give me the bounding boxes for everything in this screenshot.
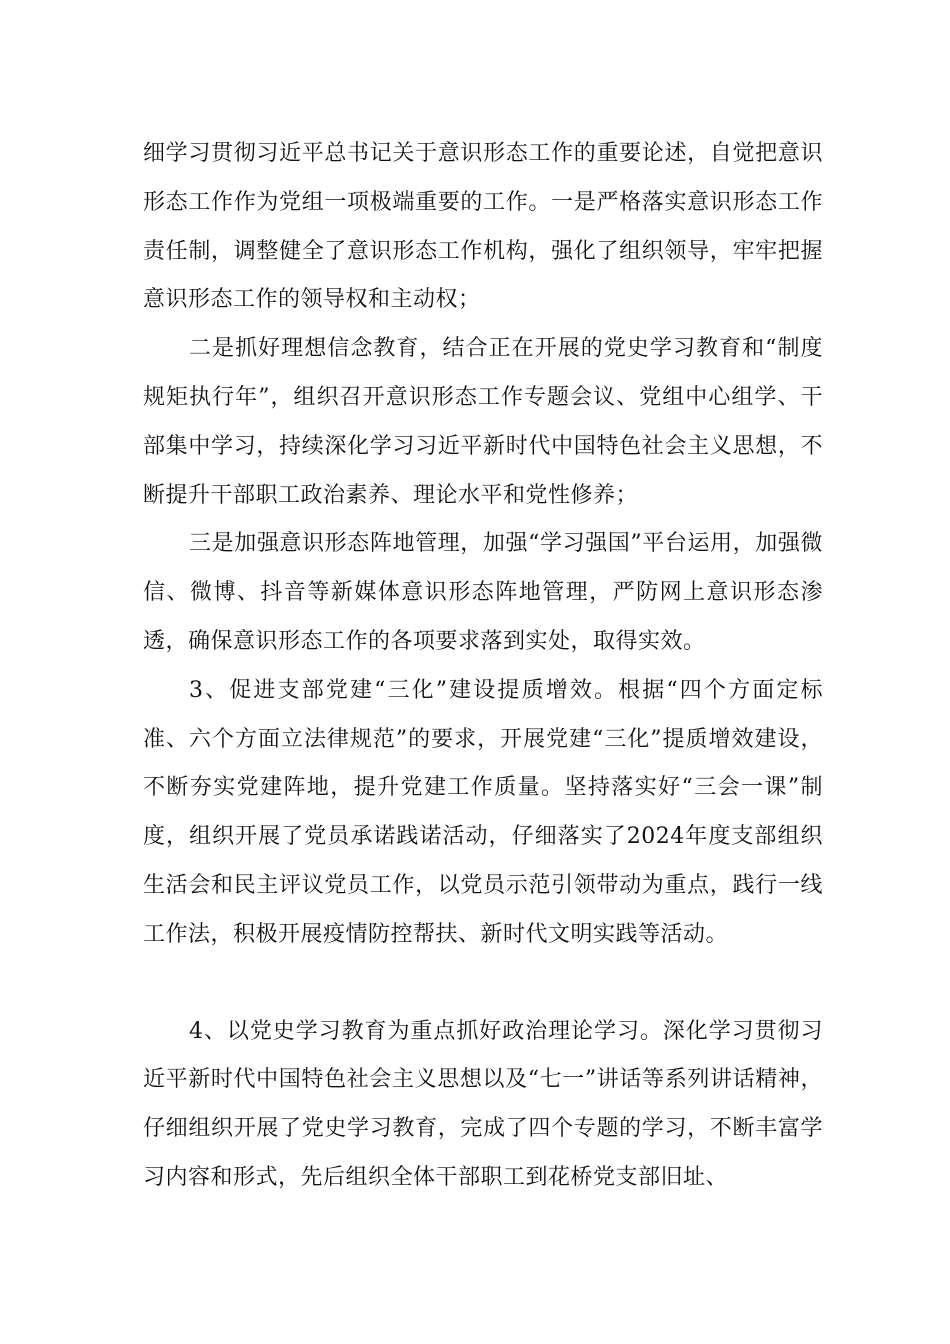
paragraph-party-building-three-transformations: 3、促进支部党建“三化”建设提质增效。根据“四个方面定标准、六个方面立法律规范”的要求，开展党建“三化”提质增效建设，不断夯实党建阵地，提升党建工作质量。坚持落实好“三会一课”制度，组织开展了党员承诺践诺活动，仔细落实了2024年度支部组织生活会和民主评议党员工作，以党员示范引领带动为重点，践行一线工作法，积极开展疫情防控帮扶、新时代文明实践等活动。 [143,677,823,947]
paragraph-ideology-intro: 细学习贯彻习近平总书记关于意识形态工作的重要论述，自觉把意识形态工作作为党组一项极端重要的工作。一是严格落实意识形态工作责任制，调整健全了意识形态工作机构，强化了组织领导，牢牢把握意识形态工作的领导权和主动权； [143,141,823,313]
paragraph-ideal-belief-education: 二是抓好理想信念教育，结合正在开展的党史学习教育和“制度规矩执行年”，组织召开意识形态工作专题会议、党组中心组学、干部集中学习，持续深化学习习近平新时代中国特色社会主义思想，不断提升干部职工政治素养、理论水平和党性修养； [143,336,823,508]
paragraph-party-history-study: 4、以党史学习教育为重点抓好政治理论学习。深化学习贯彻习近平新时代中国特色社会主义思想以及“七一”讲话等系列讲话精神，仔细组织开展了党史学习教育，完成了四个专题的学习，不断丰富学习内容和形式，先后组织全体干部职工到花桥党支部旧址、 [143,1018,823,1190]
paragraph-ideology-position-management: 三是加强意识形态阵地管理，加强“学习强国”平台运用，加强微信、微博、抖音等新媒体意识形态阵地管理，严防网上意识形态渗透，确保意识形态工作的各项要求落到实处，取得实效。 [143,531,823,654]
document-body [143,130,823,1203]
